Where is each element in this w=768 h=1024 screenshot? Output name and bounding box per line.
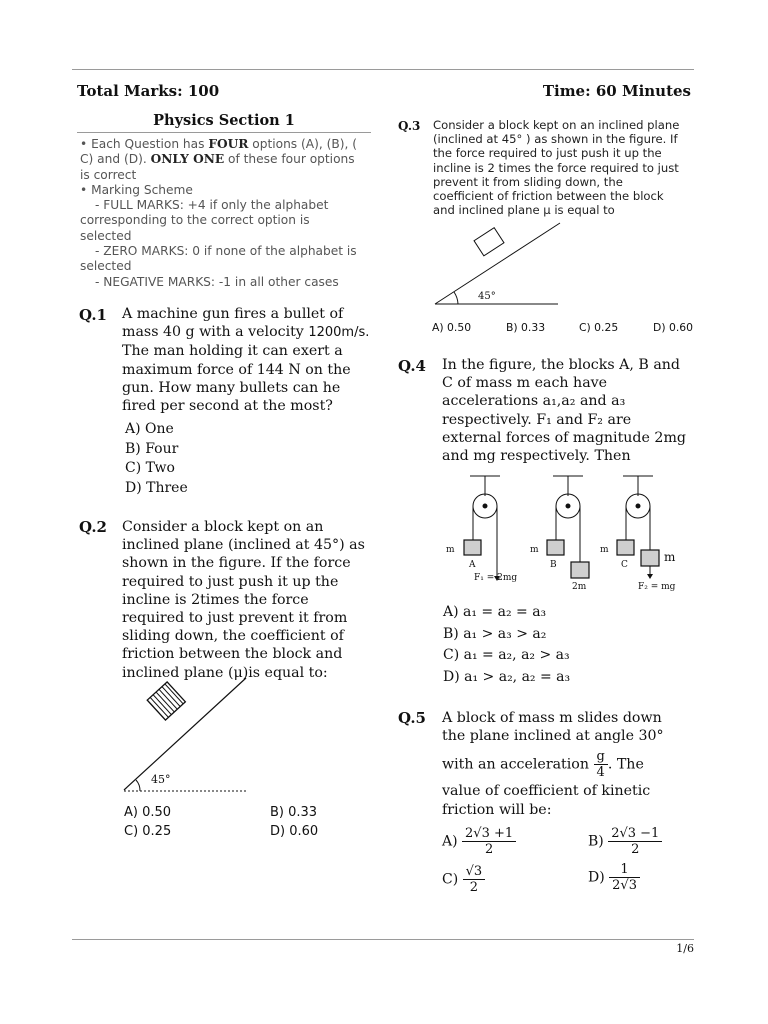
q1-number: Q.1: [79, 306, 107, 324]
q4-label-m-c: m: [600, 545, 609, 555]
q3-incline-figure: [430, 218, 565, 310]
q4-label-c: C: [621, 560, 628, 570]
q5-number: Q.5: [398, 709, 426, 727]
q5-option-c[interactable]: C) $\frac{√3}{2}$: [442, 864, 485, 895]
instructions: • Each Question has FOUR options (A), (B), ( C) and (D). ONLY ONE of these four options is correct • Marking Scheme - FULL MARKS: +4 if only the alphabet corresponding to the correct option is selected - ZERO MARKS: 0 if none of the alphabet is selected - NEGATIVE MARKS: -1 in all other cases: [80, 137, 357, 289]
q3-text: Consider a block kept on an inclined plane (inclined at 45° ) as shown in the figure. If the force required to just push it up the incline is 2 times the force required to just prevent it from sliding down, the coefficient of friction between the block and inclined plane μ is equal to: [433, 118, 680, 218]
q4-text: In the figure, the blocks A, B and C of mass m each have accelerations a₁,a₂ and a₃ respectively. F₁ and F₂ are external forces of magnitude 2mg and mg respectively. Then: [442, 357, 686, 465]
q1-option-d[interactable]: D) Three: [125, 479, 188, 496]
q3-option-c[interactable]: C) 0.25: [579, 321, 619, 334]
q5-option-b[interactable]: B) $\frac{2√3 -1}{2}$: [588, 826, 662, 857]
q5-option-a[interactable]: A) $\frac{2√3 +1}{2}$: [442, 826, 516, 857]
q3-option-d[interactable]: D) 0.60: [653, 321, 693, 334]
q4-label-m-right: m: [664, 550, 676, 564]
q4-option-a[interactable]: A) a₁ = a₂ = a₃: [443, 604, 547, 620]
q2-option-d[interactable]: D) 0.60: [270, 824, 319, 839]
q4-label-m-a: m: [446, 545, 455, 555]
q2-option-a[interactable]: A) 0.50: [124, 805, 172, 820]
bottom-rule: [72, 939, 694, 940]
q1-text: A machine gun fires a bullet of mass 40 g with a velocity 1200m/s. The man holding it can exert a maximum force of 144 N on the gun. How many bullets can he fired per second at the most?: [122, 306, 370, 415]
q2-incline-figure: [118, 676, 253, 801]
q4-label-f1: F₁ = 2mg: [474, 573, 518, 583]
q4-label-b: B: [550, 560, 557, 570]
q3-option-b[interactable]: B) 0.33: [506, 321, 546, 334]
q4-label-2m: 2m: [572, 582, 587, 592]
q1-options: [125, 420, 188, 498]
q2-option-b[interactable]: B) 0.33: [270, 805, 318, 820]
q1-option-c[interactable]: C) Two: [125, 460, 175, 476]
q4-label-a: A: [469, 560, 476, 570]
q2-option-c[interactable]: C) 0.25: [124, 824, 172, 839]
q1-option-b[interactable]: B) Four: [125, 440, 179, 457]
time-limit: Time: 60 Minutes: [542, 82, 691, 100]
q2-number: Q.2: [79, 518, 107, 536]
q3-number: Q.3: [398, 119, 421, 133]
section-rule: [77, 132, 371, 133]
q2-angle-label: 45°: [151, 773, 171, 786]
q3-option-a[interactable]: A) 0.50: [432, 321, 472, 334]
q4-option-d[interactable]: D) a₁ > a₂, a₂ = a₃: [443, 668, 571, 685]
q2-text: Consider a block kept on an inclined plane (inclined at 45°) as shown in the figure. If the force required to just push it up the incline is 2times the force required to just prevent it from sliding down, the coefficient of friction between the block and inclined plane (μ)is equal to:: [122, 519, 365, 681]
q5-text: A block of mass m slides down the plane inclined at angle 30° with an acceleration $\frac{g}{4}$ . The value of coefficient of kinetic friction will be:: [442, 710, 664, 818]
q4-label-f2: F₂ = mg: [638, 582, 676, 592]
q1-option-a[interactable]: A) One: [125, 421, 174, 437]
q3-angle-label: 45°: [478, 291, 496, 302]
q4-number: Q.4: [398, 357, 426, 375]
q4-options: [443, 602, 570, 688]
q4-option-b[interactable]: B) a₁ > a₃ > a₂: [443, 625, 547, 642]
q4-pulley-figure: [440, 470, 690, 594]
total-marks: Total Marks: 100: [77, 82, 220, 100]
q5-option-d[interactable]: D) $\frac{1}{2√3}$: [588, 862, 640, 893]
q4-option-c[interactable]: C) a₁ = a₂, a₂ > a₃: [443, 647, 570, 663]
section-title: Physics Section 1: [153, 112, 295, 129]
page-number: 1/6: [676, 942, 694, 955]
q4-label-m-b: m: [530, 545, 539, 555]
q5-accel-fraction: $\frac{g}{4}$: [594, 749, 608, 780]
top-rule: [72, 69, 694, 70]
